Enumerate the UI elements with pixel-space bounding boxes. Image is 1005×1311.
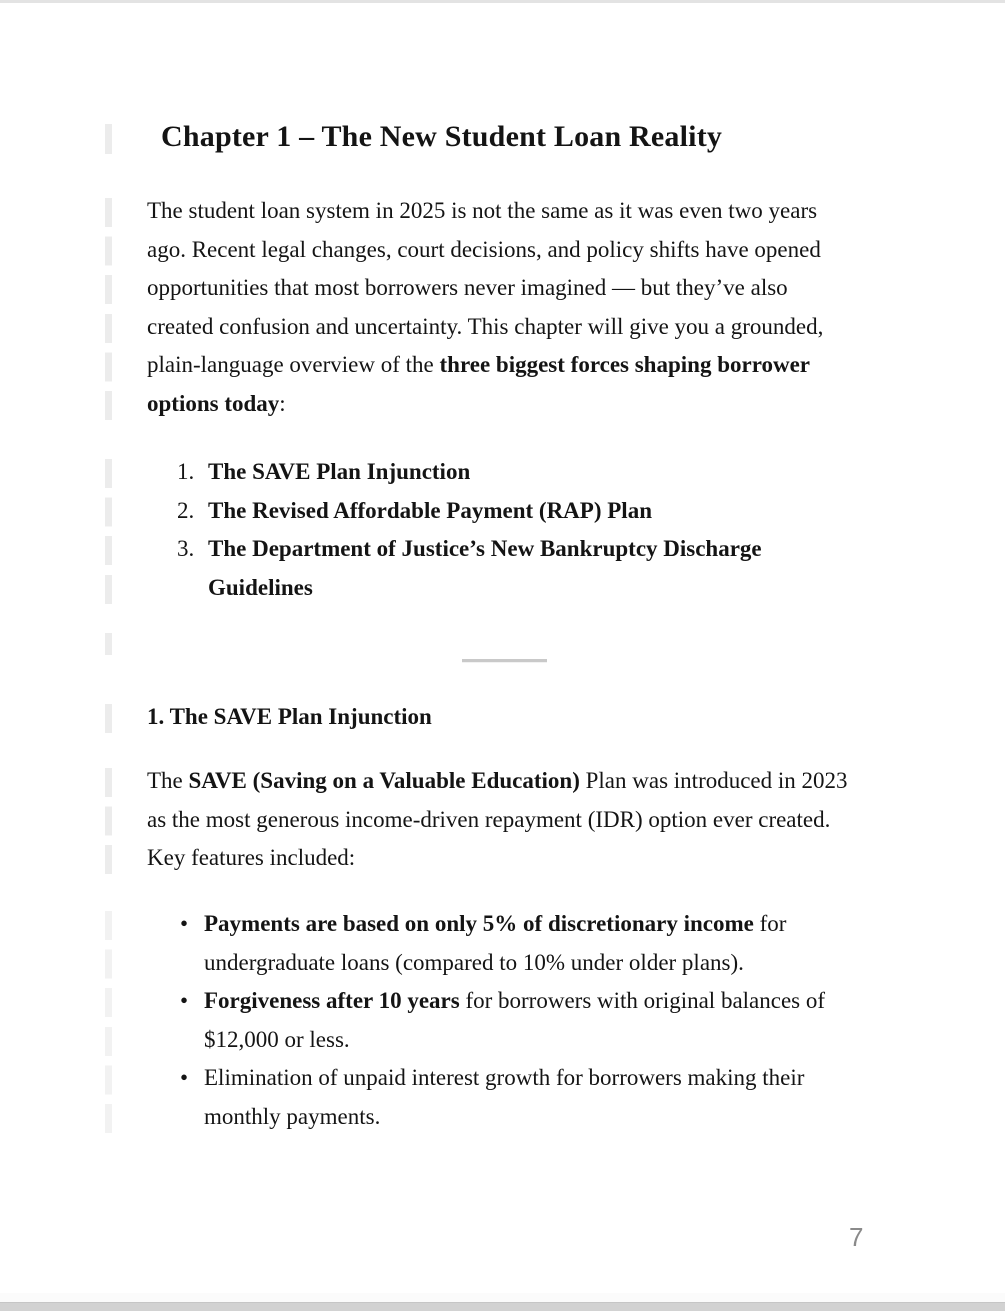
bullet-list bbox=[0, 905, 1005, 1137]
text-line: The SAVE (Saving on a Valuable Education) Plan was introduced in 2023 bbox=[147, 768, 848, 793]
bullet-item-text: $12,000 or less. bbox=[204, 1026, 350, 1052]
bullet-icon: • bbox=[180, 911, 189, 936]
list-item-text: The Department of Justice’s New Bankruptcy Discharge bbox=[208, 536, 762, 562]
bullet-icon: • bbox=[180, 1065, 189, 1091]
text-line: plain-language overview of the three biggest forces shaping borrower bbox=[147, 352, 811, 378]
bullet-item-continuation bbox=[0, 944, 1005, 983]
bullet-item bbox=[0, 905, 1005, 944]
list-item bbox=[0, 453, 1005, 492]
section-heading: 1. The SAVE Plan Injunction bbox=[147, 704, 432, 729]
list-number: 2. bbox=[177, 497, 195, 523]
numbered-list bbox=[0, 453, 1005, 607]
text-line: created confusion and uncertainty. This chapter will give you a grounded, bbox=[147, 313, 824, 339]
page-number: 7 bbox=[849, 1222, 864, 1252]
list-item-continuation bbox=[0, 569, 1005, 608]
page-top-edge bbox=[0, 0, 1005, 3]
bullet-icon: • bbox=[180, 988, 189, 1014]
section-divider bbox=[462, 659, 547, 663]
text-line: Key features included: bbox=[147, 845, 356, 871]
text-line: as the most generous income-driven repayment (IDR) option ever created. bbox=[147, 806, 831, 832]
change-bar bbox=[105, 633, 112, 655]
text-line: ago. Recent legal changes, court decisions, and policy shifts have opened bbox=[147, 236, 821, 262]
bullet-item-text: monthly payments. bbox=[204, 1103, 381, 1129]
page-bottom-edge bbox=[0, 1302, 1005, 1311]
list-item-text: The SAVE Plan Injunction bbox=[208, 459, 471, 484]
text-line: opportunities that most borrowers never imagined — but they’ve also bbox=[147, 275, 788, 301]
list-number: 1. bbox=[177, 459, 195, 484]
intro-paragraph bbox=[0, 192, 1005, 424]
bullet-item bbox=[0, 982, 1005, 1021]
bullet-item-continuation bbox=[0, 1098, 1005, 1137]
change-bar bbox=[105, 704, 112, 733]
bullet-item-text: Elimination of unpaid interest growth for borrowers making their bbox=[204, 1065, 805, 1091]
bullet-item-text: undergraduate loans (compared to 10% under older plans). bbox=[204, 949, 744, 975]
bullet-item-text: Forgiveness after 10 years for borrowers with original balances of bbox=[204, 988, 826, 1014]
save-plan-paragraph bbox=[0, 762, 1005, 878]
change-bar bbox=[105, 124, 112, 154]
bullet-item-continuation bbox=[0, 1021, 1005, 1060]
list-item bbox=[0, 530, 1005, 569]
list-item bbox=[0, 492, 1005, 531]
chapter-title: Chapter 1 – The New Student Loan Reality bbox=[161, 120, 723, 153]
text-line: The student loan system in 2025 is not the same as it was even two years bbox=[147, 198, 818, 223]
text-line: options today: bbox=[147, 390, 286, 416]
list-number: 3. bbox=[177, 536, 195, 562]
bullet-item bbox=[0, 1059, 1005, 1098]
bullet-item-text: Payments are based on only 5% of discretionary income for bbox=[204, 911, 787, 936]
list-item-text: The Revised Affordable Payment (RAP) Plan bbox=[208, 497, 652, 523]
list-item-text: Guidelines bbox=[208, 574, 313, 600]
